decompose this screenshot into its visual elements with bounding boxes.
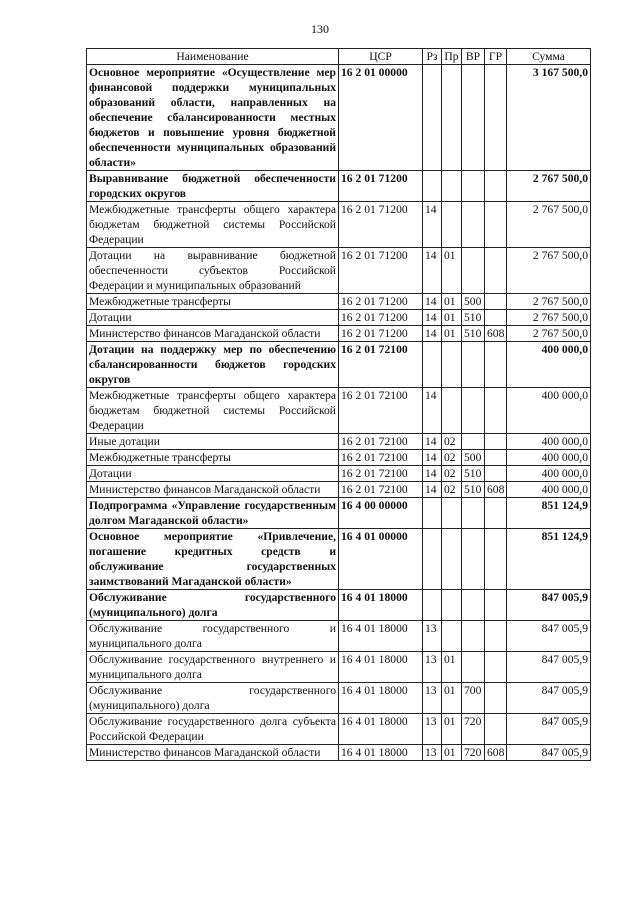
cell-vr: 510 xyxy=(462,326,485,342)
cell-rz xyxy=(423,342,442,388)
cell-vr: 510 xyxy=(462,466,485,482)
cell-csr: 16 2 01 72100 xyxy=(339,482,423,498)
cell-rz: 14 xyxy=(423,450,442,466)
cell-sum: 400 000,0 xyxy=(507,434,591,450)
cell-rz: 14 xyxy=(423,466,442,482)
cell-vr xyxy=(462,171,485,202)
cell-name: Межбюджетные трансферты xyxy=(87,294,339,310)
cell-pr: 01 xyxy=(442,294,462,310)
cell-sum: 847 005,9 xyxy=(507,683,591,714)
cell-gr xyxy=(485,294,507,310)
cell-sum: 2 767 500,0 xyxy=(507,171,591,202)
cell-sum: 400 000,0 xyxy=(507,342,591,388)
table-row xyxy=(87,745,591,761)
cell-rz: 14 xyxy=(423,482,442,498)
cell-name: Обслуживание государственного (муниципального) долга xyxy=(87,683,339,714)
header-gr: ГР xyxy=(485,49,507,65)
cell-pr xyxy=(442,171,462,202)
cell-pr: 01 xyxy=(442,714,462,745)
cell-pr: 02 xyxy=(442,450,462,466)
cell-gr xyxy=(485,683,507,714)
cell-name: Межбюджетные трансферты общего характера бюджетам бюджетной системы Российской Федерации xyxy=(87,388,339,434)
cell-csr: 16 2 01 71200 xyxy=(339,202,423,248)
cell-csr: 16 4 00 00000 xyxy=(339,498,423,529)
cell-sum: 851 124,9 xyxy=(507,529,591,590)
cell-gr xyxy=(485,498,507,529)
table-row xyxy=(87,171,591,202)
cell-pr xyxy=(442,65,462,171)
cell-pr xyxy=(442,388,462,434)
cell-csr: 16 2 01 71200 xyxy=(339,294,423,310)
cell-rz: 14 xyxy=(423,294,442,310)
cell-name: Выравнивание бюджетной обеспеченности городских округов xyxy=(87,171,339,202)
cell-rz: 13 xyxy=(423,745,442,761)
cell-pr xyxy=(442,621,462,652)
cell-rz: 14 xyxy=(423,434,442,450)
header-vr: ВР xyxy=(462,49,485,65)
header-sum: Сумма xyxy=(507,49,591,65)
cell-pr: 02 xyxy=(442,434,462,450)
table-header-row xyxy=(87,49,591,65)
cell-gr: 608 xyxy=(485,326,507,342)
cell-pr: 02 xyxy=(442,482,462,498)
cell-csr: 16 2 01 00000 xyxy=(339,65,423,171)
cell-csr: 16 2 01 72100 xyxy=(339,342,423,388)
cell-rz xyxy=(423,65,442,171)
cell-rz: 14 xyxy=(423,310,442,326)
cell-sum: 2 767 500,0 xyxy=(507,326,591,342)
cell-name: Дотации xyxy=(87,310,339,326)
table-row xyxy=(87,65,591,171)
table-row xyxy=(87,342,591,388)
cell-rz: 13 xyxy=(423,621,442,652)
cell-rz: 13 xyxy=(423,683,442,714)
cell-csr: 16 2 01 72100 xyxy=(339,434,423,450)
cell-sum: 400 000,0 xyxy=(507,466,591,482)
cell-csr: 16 2 01 71200 xyxy=(339,171,423,202)
cell-name: Дотации xyxy=(87,466,339,482)
cell-vr: 510 xyxy=(462,482,485,498)
cell-vr xyxy=(462,498,485,529)
table-row xyxy=(87,310,591,326)
cell-pr: 01 xyxy=(442,326,462,342)
cell-gr xyxy=(485,466,507,482)
cell-vr: 720 xyxy=(462,714,485,745)
cell-gr xyxy=(485,434,507,450)
cell-name: Подпрограмма «Управление государственным долгом Магаданской области» xyxy=(87,498,339,529)
table-row xyxy=(87,466,591,482)
cell-pr xyxy=(442,498,462,529)
table-row xyxy=(87,529,591,590)
cell-name: Дотации на поддержку мер по обеспечению сбалансированности бюджетов городских округов xyxy=(87,342,339,388)
cell-name: Обслуживание государственного (муниципального) долга xyxy=(87,590,339,621)
cell-csr: 16 2 01 71200 xyxy=(339,310,423,326)
cell-vr: 720 xyxy=(462,745,485,761)
cell-gr: 608 xyxy=(485,482,507,498)
cell-sum: 847 005,9 xyxy=(507,714,591,745)
cell-vr xyxy=(462,388,485,434)
table-row xyxy=(87,482,591,498)
cell-pr: 01 xyxy=(442,310,462,326)
cell-csr: 16 4 01 18000 xyxy=(339,652,423,683)
cell-sum: 847 005,9 xyxy=(507,652,591,683)
cell-csr: 16 4 01 18000 xyxy=(339,745,423,761)
cell-sum: 847 005,9 xyxy=(507,590,591,621)
cell-name: Основное мероприятие «Осуществление мер финансовой поддержки муниципальных образований области, направленных на обеспечение сбалансированности местных бюджетов и повышение уровня бюджетной обеспеченности муниципальных образований области» xyxy=(87,65,339,171)
table-row xyxy=(87,388,591,434)
cell-vr xyxy=(462,652,485,683)
cell-sum: 2 767 500,0 xyxy=(507,248,591,294)
page-number: 130 xyxy=(311,22,329,36)
cell-gr xyxy=(485,342,507,388)
cell-sum: 2 767 500,0 xyxy=(507,294,591,310)
cell-sum: 847 005,9 xyxy=(507,621,591,652)
table-row xyxy=(87,498,591,529)
cell-vr xyxy=(462,65,485,171)
table-row xyxy=(87,652,591,683)
cell-vr xyxy=(462,621,485,652)
cell-gr xyxy=(485,590,507,621)
cell-rz xyxy=(423,590,442,621)
table-row xyxy=(87,450,591,466)
cell-rz: 14 xyxy=(423,388,442,434)
cell-pr xyxy=(442,590,462,621)
cell-vr xyxy=(462,342,485,388)
cell-gr xyxy=(485,202,507,248)
cell-sum: 2 767 500,0 xyxy=(507,310,591,326)
cell-csr: 16 2 01 72100 xyxy=(339,388,423,434)
table-row xyxy=(87,590,591,621)
cell-csr: 16 4 01 18000 xyxy=(339,621,423,652)
cell-vr xyxy=(462,248,485,294)
cell-gr xyxy=(485,450,507,466)
cell-vr xyxy=(462,590,485,621)
cell-sum: 2 767 500,0 xyxy=(507,202,591,248)
table-row xyxy=(87,326,591,342)
cell-vr: 510 xyxy=(462,310,485,326)
cell-name: Обслуживание государственного долга субъекта Российской Федерации xyxy=(87,714,339,745)
table-row xyxy=(87,714,591,745)
cell-pr: 02 xyxy=(442,466,462,482)
cell-vr xyxy=(462,434,485,450)
cell-rz xyxy=(423,171,442,202)
cell-name: Межбюджетные трансферты общего характера бюджетам бюджетной системы Российской Федерации xyxy=(87,202,339,248)
cell-gr xyxy=(485,310,507,326)
cell-rz xyxy=(423,498,442,529)
header-name: Наименование xyxy=(87,49,339,65)
cell-csr: 16 2 01 72100 xyxy=(339,450,423,466)
cell-sum: 3 167 500,0 xyxy=(507,65,591,171)
cell-gr xyxy=(485,388,507,434)
cell-pr xyxy=(442,202,462,248)
cell-csr: 16 2 01 71200 xyxy=(339,326,423,342)
cell-sum: 851 124,9 xyxy=(507,498,591,529)
cell-vr: 700 xyxy=(462,683,485,714)
table-row xyxy=(87,434,591,450)
cell-pr: 01 xyxy=(442,745,462,761)
cell-pr xyxy=(442,529,462,590)
cell-gr xyxy=(485,652,507,683)
cell-name: Иные дотации xyxy=(87,434,339,450)
cell-gr xyxy=(485,248,507,294)
cell-csr: 16 4 01 00000 xyxy=(339,529,423,590)
cell-rz: 14 xyxy=(423,248,442,294)
cell-csr: 16 2 01 72100 xyxy=(339,466,423,482)
cell-csr: 16 4 01 18000 xyxy=(339,683,423,714)
cell-pr xyxy=(442,342,462,388)
cell-csr: 16 4 01 18000 xyxy=(339,590,423,621)
cell-vr: 500 xyxy=(462,294,485,310)
cell-name: Межбюджетные трансферты xyxy=(87,450,339,466)
cell-name: Обслуживание государственного внутреннего и муниципального долга xyxy=(87,652,339,683)
cell-sum: 400 000,0 xyxy=(507,450,591,466)
cell-name: Министерство финансов Магаданской области xyxy=(87,745,339,761)
cell-sum: 847 005,9 xyxy=(507,745,591,761)
header-rz: Рз xyxy=(423,49,442,65)
cell-rz: 14 xyxy=(423,202,442,248)
cell-rz xyxy=(423,529,442,590)
table-row xyxy=(87,294,591,310)
cell-vr xyxy=(462,202,485,248)
cell-sum: 400 000,0 xyxy=(507,388,591,434)
cell-gr: 608 xyxy=(485,745,507,761)
cell-pr: 01 xyxy=(442,652,462,683)
header-pr: Пр xyxy=(442,49,462,65)
cell-sum: 400 000,0 xyxy=(507,482,591,498)
table-row xyxy=(87,621,591,652)
cell-gr xyxy=(485,529,507,590)
cell-vr: 500 xyxy=(462,450,485,466)
cell-csr: 16 4 01 18000 xyxy=(339,714,423,745)
cell-pr: 01 xyxy=(442,248,462,294)
cell-gr xyxy=(485,621,507,652)
cell-pr: 01 xyxy=(442,683,462,714)
cell-csr: 16 2 01 71200 xyxy=(339,248,423,294)
cell-gr xyxy=(485,171,507,202)
cell-gr xyxy=(485,65,507,171)
table-row xyxy=(87,683,591,714)
cell-gr xyxy=(485,714,507,745)
cell-name: Обслуживание государственного и муниципального долга xyxy=(87,621,339,652)
cell-rz: 13 xyxy=(423,714,442,745)
cell-vr xyxy=(462,529,485,590)
cell-rz: 14 xyxy=(423,326,442,342)
header-csr: ЦСР xyxy=(339,49,423,65)
budget-table xyxy=(86,48,591,761)
cell-rz: 13 xyxy=(423,652,442,683)
cell-name: Министерство финансов Магаданской области xyxy=(87,482,339,498)
cell-name: Дотации на выравнивание бюджетной обеспеченности субъектов Российской Федерации и муниципальных образований xyxy=(87,248,339,294)
cell-name: Основное мероприятие «Привлечение, погашение кредитных средств и обслуживание государственных заимствований Магаданской области» xyxy=(87,529,339,590)
table-row xyxy=(87,202,591,248)
table-row xyxy=(87,248,591,294)
cell-name: Министерство финансов Магаданской области xyxy=(87,326,339,342)
